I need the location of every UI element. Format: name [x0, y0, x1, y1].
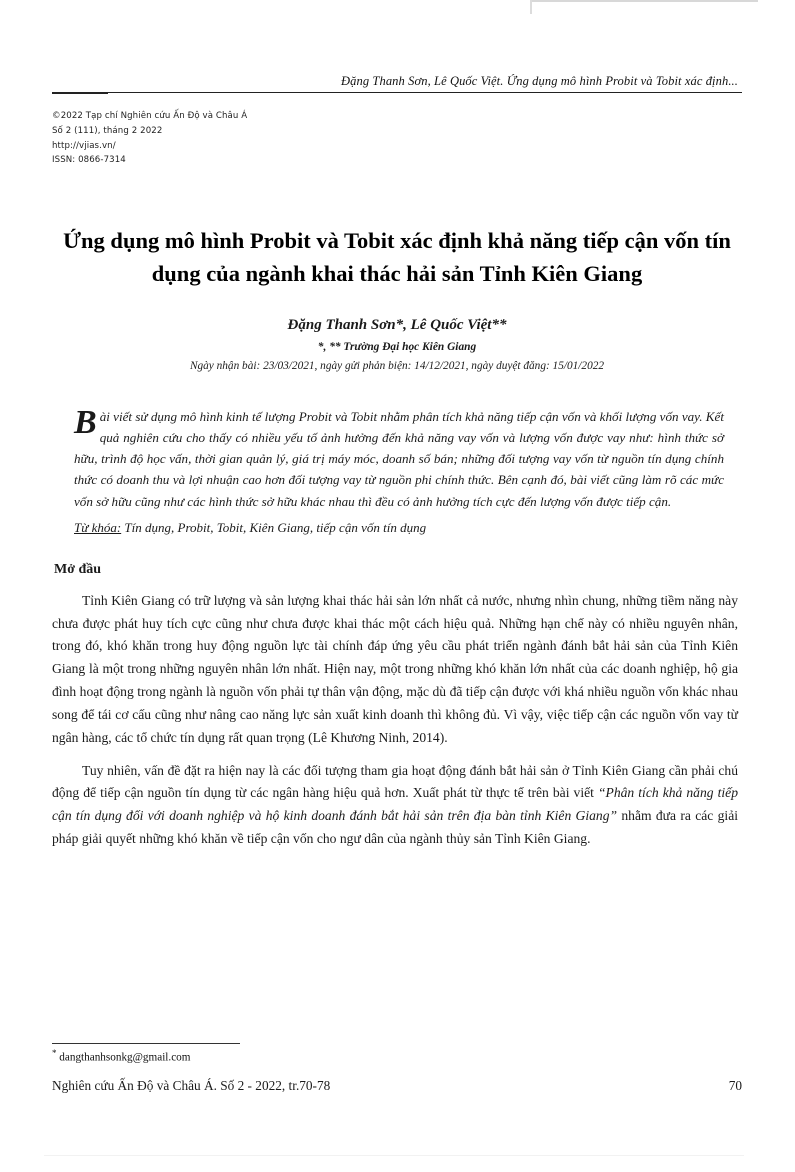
abstract-text [74, 403, 724, 512]
abstract-dropcap: B [74, 403, 97, 441]
paragraph-2-after: nhằm đưa ra các giải pháp giải quyết những khó khăn về tiếp cận vốn cho ngư dân của ngành thủy sản Tỉnh Kiên Giang. [52, 808, 739, 847]
footnote-text: dangthanhsonkg@gmail.com [56, 1051, 191, 1064]
journal-issue: Số 2 (111), tháng 2 2022 [52, 125, 163, 136]
body-text [52, 590, 742, 851]
running-head-rule-left [52, 93, 108, 94]
footnote-marker: * [52, 1048, 57, 1058]
page-footer [52, 1078, 742, 1094]
journal-copyright: ©2022 Tạp chí Nghiên cứu Ấn Độ và Châu Á [52, 111, 248, 121]
journal-meta [52, 109, 742, 168]
running-head-rule [52, 92, 742, 93]
page-number: 70 [728, 1078, 742, 1093]
journal-url: http://vjias.vn/ [52, 140, 116, 151]
footnote-rule [52, 1043, 240, 1044]
keywords [52, 520, 742, 536]
section-heading: Mở đầu [54, 561, 102, 577]
paragraph-1: Tỉnh Kiên Giang có trữ lượng và sản lượng khai thác hải sản lớn nhất cả nước, nhưng nhìn chung, những tiềm năng này chưa được phát huy tích cực cũng như chưa được khai thác một cách hiệu quả. Những hạn chế này có nhiều nguyên nhân, trong đó, khó khăn trong huy động nguồn lực tài chính đáp ứng yêu cầu phát triển ngành đánh bắt hải sản của Tỉnh Kiên Giang là một trong những nguyên nhân lớn nhất. Hiện nay, một trong những khó khăn lớn nhất của các doanh nghiệp, hộ gia đình hoạt động trong ngành là nguồn vốn phải tự thân vận động, mặc dù đã tiếp cận được với khá nhiều nguồn vốn khác nhau song để tái cơ cấu cũng như nâng cao năng lực sản xuất kinh doanh thì không đủ. Vì vậy, việc tiếp cận các nguồn vốn vay từ ngân hàng, các tổ chức tín dụng rất quan trọng (Lê Khương Ninh, 2014). [52, 592, 738, 745]
page-content [52, 0, 742, 851]
footer-citation: Nghiên cứu Ấn Độ và Châu Á. Số 2 - 2022, tr.70-78 [52, 1078, 331, 1093]
page-title: Ứng dụng mô hình Probit và Tobit xác định khả năng tiếp cận vốn tín dụng của ngành khai thác hải sản Tỉnh Kiên Giang [63, 228, 731, 287]
journal-issn: ISSN: 0866-7314 [52, 155, 126, 166]
scan-artifact-bottom [44, 1155, 744, 1156]
abstract-body: ài viết sử dụng mô hình kinh tế lượng Probit và Tobit nhằm phân tích khả năng tiếp cận vốn và khối lượng vốn vay. Kết quả nghiên cứu cho thấy có nhiều yếu tố ảnh hưởng đến khả năng vay vốn và lượng vốn được vay như: hình thức sở hữu, trình độ học vấn, thời gian quản lý, giá trị máy móc, doanh số bán; những đối tượng vay vốn từ nguồn tín dụng chính thức có doanh thu và lợi nhuận cao hơn đối tượng vay từ nguồn phi chính thức. Bên cạnh đó, bài viết cũng làm rõ các mức vốn sở hữu cũng như các hình thức sở hữu khác nhau thì đều có ảnh hưởng tích cực đến lượng vốn được tiếp cận. [74, 408, 724, 509]
affiliation: *, ** Trường Đại học Kiên Giang [317, 340, 477, 353]
abstract-block [52, 403, 742, 512]
paragraph-2-title-quote: “Phân tích khả năng tiếp cận tín dụng đối với doanh nghiệp và hộ kinh doanh đánh bắt hải sản trên địa bàn tỉnh Kiên Giang” [52, 785, 738, 824]
authors: Đặng Thanh Sơn*, Lê Quốc Việt** [287, 316, 507, 333]
submission-dates: Ngày nhận bài: 23/03/2021, ngày gửi phản biện: 14/12/2021, ngày duyệt đăng: 15/01/2022 [189, 359, 605, 372]
running-head: Đặng Thanh Sơn, Lê Quốc Việt. Ứng dụng mô hình Probit và Tobit xác định... [341, 74, 738, 88]
paragraph-2-before: Tuy nhiên, vấn đề đặt ra hiện nay là các đối tượng tham gia hoạt động đánh bắt hải sản ở Tỉnh Kiên Giang cần phải chú động để tiếp cận nguồn tín dụng từ các ngân hàng hiệu quả hơn. Xuất phát từ thực tế trên bài viết [52, 762, 738, 801]
keywords-label: Từ khóa: [74, 519, 122, 535]
keywords-value: Tín dụng, Probit, Tobit, Kiên Giang, tiếp cận vốn tín dụng [121, 519, 427, 535]
paragraph-2 [52, 760, 738, 851]
footnote [52, 1048, 190, 1064]
